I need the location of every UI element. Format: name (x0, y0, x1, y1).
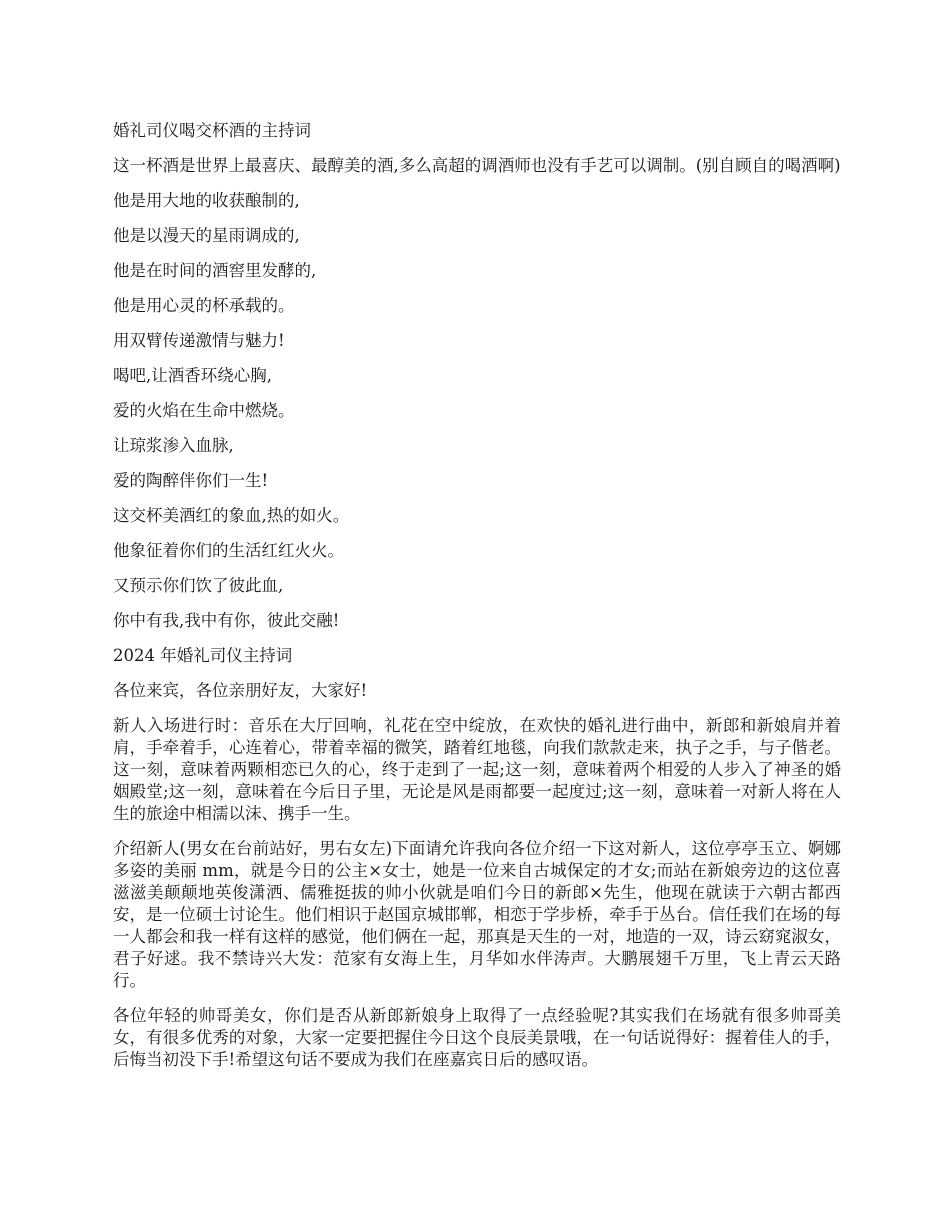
paragraph: 让琼浆渗入血脉, (113, 436, 234, 455)
paragraph: 介绍新人(男女在台前站好，男右女左)下面请允许我向各位介绍一下这对新人，这位亭亭玉立、婀娜多姿的美丽 mm，就是今日的公主×女士，她是一位来自古城保定的才女;而站在新娘旁边的这位喜滋滋美颠颠地英俊潇洒、儒雅挺拔的帅小伙就是咱们今日的新郎×先生，他现在就读于六朝古都西安，是一位硕士讨论生。他们相识于赵国京城邯郸，相恋于学步桥，牵手于丛台。信任我们在场的每一人都会和我一样有这样的感觉，他们俩在一起，那真是天生的一对，地造的一双，诗云窈窕淑女，君子好逑。我不禁诗兴大发：范家有女海上生，月华如水伴涛声。大鹏展翅千万里，飞上青云天路行。 (113, 839, 841, 990)
paragraph: 他象征着你们的生活红红火火。 (113, 541, 344, 560)
paragraph: 爱的陶醉伴你们一生! (113, 471, 269, 490)
paragraph: 爱的火焰在生命中燃烧。 (113, 401, 295, 420)
document-page (113, 120, 841, 1084)
paragraph: 各位年轻的帅哥美女，你们是否从新郎新娘身上取得了一点经验呢?其实我们在场就有很多帅哥美女，有很多优秀的对象，大家一定要把握住今日这个良辰美景哦，在一句话说得好：握着佳人的手，后悔当初没下手!希望这句话不要成为我们在座嘉宾日后的感叹语。 (113, 1006, 841, 1069)
paragraph: 各位来宾，各位亲朋好友，大家好! (113, 681, 368, 700)
paragraph: 新人入场进行时：音乐在大厅回响，礼花在空中绽放，在欢快的婚礼进行曲中，新郎和新娘肩并着肩，手牵着手，心连着心，带着幸福的微笑，踏着红地毯，向我们款款走来，执子之手，与子偕老。这一刻，意味着两颗相恋已久的心，终于走到了一起;这一刻，意味着两个相爱的人步入了神圣的婚姻殿堂;这一刻，意味着在今后日子里，无论是风是雨都要一起度过;这一刻，意味着一对新人将在人生的旅途中相濡以沫、携手一生。 (113, 716, 841, 823)
paragraph: 他是用大地的收获酿制的, (113, 191, 300, 210)
paragraph: 这一杯酒是世界上最喜庆、最醇美的酒,多么高超的调酒师也没有手艺可以调制。(别自顾自的喝酒啊) (113, 156, 841, 175)
document-title: 婚礼司仪喝交杯酒的主持词 (113, 121, 311, 140)
paragraph: 又预示你们饮了彼此血, (113, 576, 284, 595)
paragraph: 你中有我,我中有你，彼此交融! (113, 611, 340, 630)
paragraph: 用双臂传递激情与魅力! (113, 331, 285, 350)
section-heading: 2024 年婚礼司仪主持词 (113, 646, 293, 665)
paragraph: 他是以漫天的星雨调成的, (113, 226, 300, 245)
paragraph: 他是在时间的酒窖里发酵的, (113, 261, 317, 280)
paragraph: 这交杯美酒红的象血,热的如火。 (113, 506, 350, 525)
paragraph: 他是用心灵的杯承载的。 (113, 296, 295, 315)
paragraph: 喝吧,让酒香环绕心胸, (113, 366, 272, 385)
